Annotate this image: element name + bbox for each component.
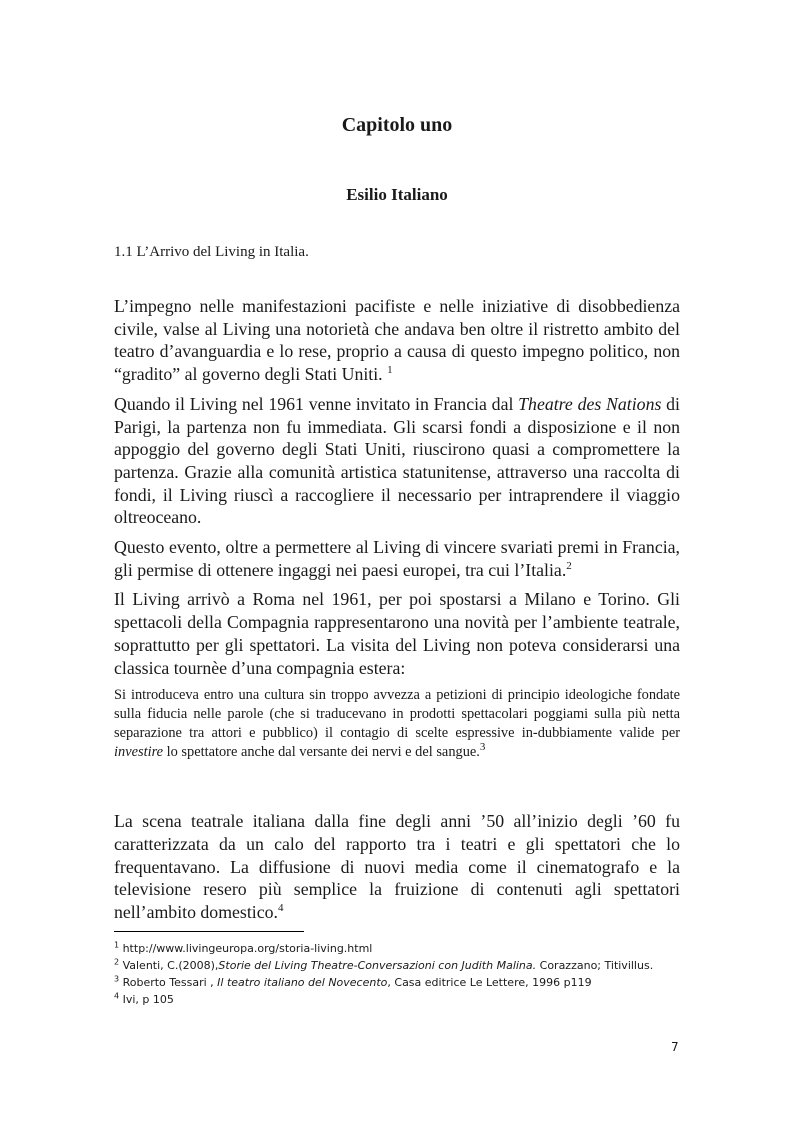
footnote-ref-4[interactable]: 4 bbox=[277, 902, 284, 915]
paragraph-2: Quando il Living nel 1961 venne invitato in Francia dal Theatre des Nations di Parigi, la partenza non fu immediata. Gli scarsi fondi a disposizione e il non appoggio del governo degli Stati Uniti, riuscirono quasi a compromettere la partenza. Grazie alla comunità artistica statunitense, attraverso una raccolta di fondi, il Living riuscì a raccogliere il necessario per intraprendere il viaggio oltreoceano. bbox=[114, 393, 680, 528]
body-text bbox=[114, 295, 680, 931]
paragraph-5: La scena teatrale italiana dalla fine degli anni ’50 all’inizio degli ’60 fu caratterizzata da un calo del rapporto tra i teatri e gli spettatori che lo frequentavano. La diffusione di nuovi media come il cinematografo e la televisione resero più semplice la fruizione di contenuti agli spettatori nell’ambito domestico.$^4$ bbox=[114, 811, 680, 923]
paragraph-4: Il Living arrivò a Roma nel 1961, per poi spostarsi a Milano e Torino. Gli spettacoli della Compagnia rappresentarono una novità per l’ambiente teatrale, soprattutto per gli spettatori. La visita del Living non poteva considerarsi una classica tournèe d’una compagnia estera: bbox=[114, 589, 680, 678]
footnote-1: $^1$ http://www.livingeuropa.org/storia-living.html bbox=[114, 940, 373, 955]
chapter-title: Esilio Italiano bbox=[346, 185, 448, 204]
footnote-separator bbox=[114, 931, 304, 932]
footnote-ref-1[interactable]: 1 bbox=[387, 364, 393, 377]
italic-theatre-name: Theatre des Nations bbox=[518, 393, 662, 414]
footnote-3: $^3$ Roberto Tessari , Il teatro italiano del Novecento, Casa editrice Le Lettere, 1996 p119 bbox=[114, 974, 592, 989]
quote-italic-word: investire bbox=[114, 744, 164, 761]
paragraph-1: L’impegno nelle manifestazioni pacifiste e nelle iniziative di disobbedienza civile, valse al Living una notorietà che andava ben oltre il ristretto ambito del teatro d’avanguardia e lo rese, proprio a causa di questo impegno politico, non “gradito” al governo degli Stati Uniti. $^1$ bbox=[114, 296, 680, 385]
chapter-heading: Capitolo uno bbox=[341, 114, 453, 136]
footnote-link[interactable]: http://www.livingeuropa.org/storia-living.html bbox=[119, 942, 373, 955]
block-quote: Si introduceva entro una cultura sin troppo avvezza a petizioni di principio ideologiche fondate sulla fiducia nelle parole (che si traducevano in prodotti spettacolari poggiami sulla più netta separazione tra attori e pubblico) il contagio di scelte espressive in-dubbiamente valide per investire lo spettatore anche dal versante dei nervi e del sangue.$^3$ bbox=[114, 687, 680, 761]
section-heading: 1.1 L’Arrivo del Living in Italia. bbox=[114, 244, 309, 260]
footnote-4: $^4$ Ivi, p 105 bbox=[114, 991, 174, 1006]
page-number: 7 bbox=[671, 1040, 679, 1054]
paragraph-3: Questo evento, oltre a permettere al Living di vincere svariati premi in Francia, gli permise di ottenere ingaggi nei paesi europei, tra cui l’Italia.$^2$ bbox=[114, 537, 680, 580]
footnotes bbox=[114, 940, 684, 1008]
footnote-2: $^2$ Valenti, C.(2008),Storie del Living Theatre-Conversazioni con Judith Malina. Corazzano; Titivillus. bbox=[114, 957, 654, 972]
footnote-ref-3[interactable]: 3 bbox=[479, 741, 486, 754]
footnote-ref-2[interactable]: 2 bbox=[566, 559, 572, 572]
